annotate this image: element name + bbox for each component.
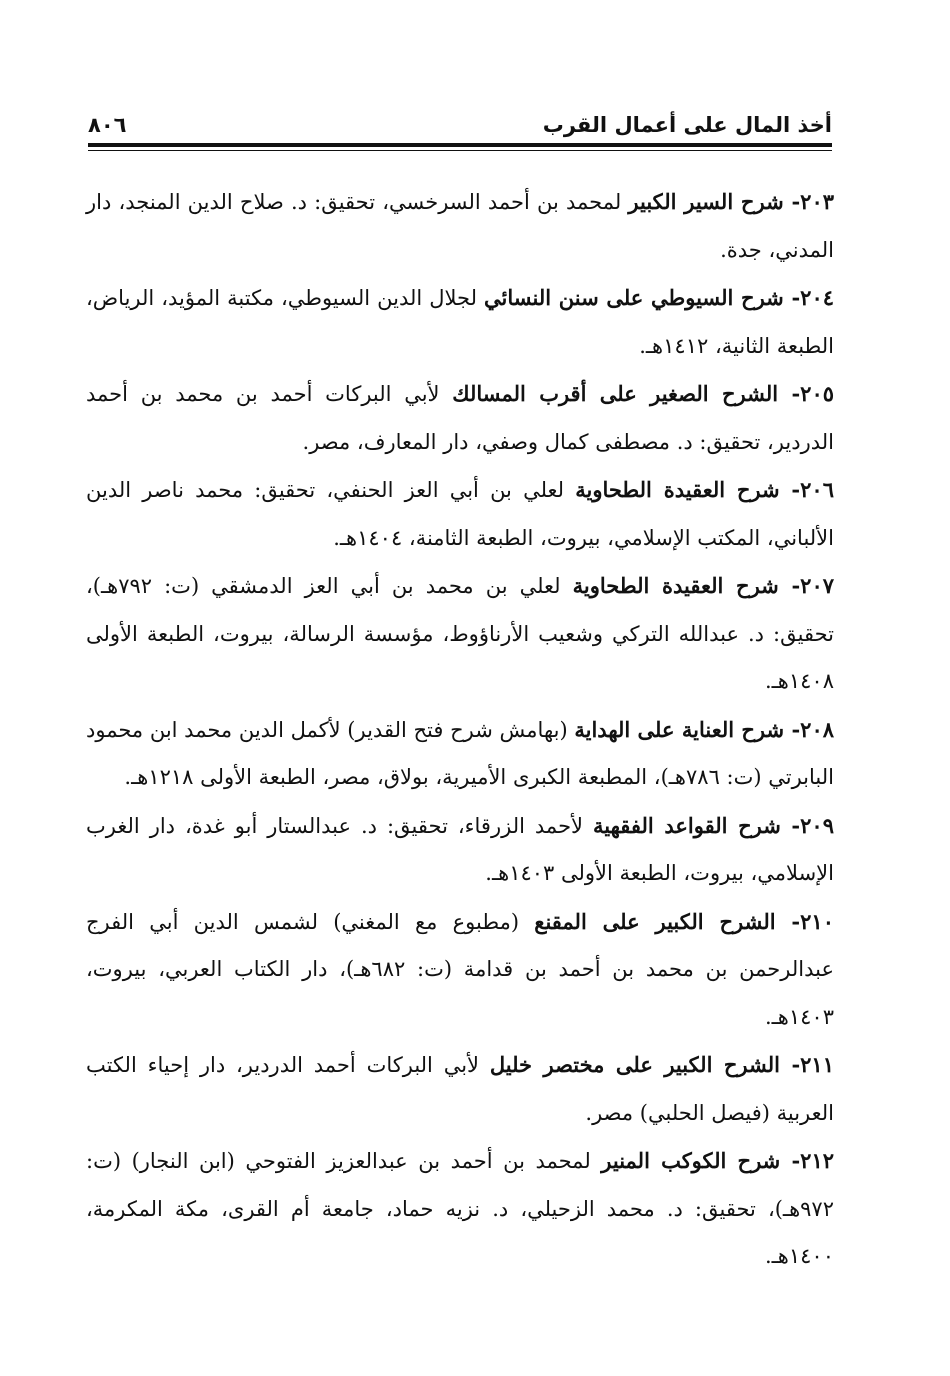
entry-title: الشرح الكبير على المقنع (534, 908, 776, 934)
entry-title: شرح السير الكبير (628, 189, 784, 214)
bibliography-entry (86, 370, 834, 466)
entry-details: لعلي بن محمد بن أبي العز الدمشقي (ت: ٧٩٢هـ)، تحقيق: د. عبدالله التركي وشعيب الأرناؤوط، مؤسسة الرسالة، بيروت، الطبعة الأولى ١٤٠٨هـ. (86, 574, 834, 693)
entry-number: ٢١١- (779, 1052, 834, 1077)
entry-details: (مطبوع مع المغني) لشمس الدين أبي الفرج عبدالرحمن بن محمد بن أحمد بن قدامة (ت: ٦٨٢هـ)، دار الكتاب العربي، بيروت، ١٤٠٣هـ. (86, 909, 834, 1029)
running-title: أخذ المال على أعمال القرب (542, 113, 832, 137)
bibliography-entry (86, 562, 834, 706)
page-header (88, 104, 832, 140)
entry-number: ٢١٢- (780, 1148, 835, 1173)
bibliography-entry (86, 706, 834, 802)
bibliography-entry (86, 1041, 834, 1137)
entry-title: الشرح الصغير على أقرب المسالك (452, 381, 779, 406)
entry-details: لجلال الدين السيوطي، مكتبة المؤيد، الرياض، الطبعة الثانية، ١٤١٢هـ. (86, 286, 834, 358)
entry-number: ٢٠٦- (779, 477, 834, 502)
entry-details: (بهامش شرح فتح القدير) لأكمل الدين محمد ابن محمود البابرتي (ت: ٧٨٦هـ)، المطبعة الكبرى الأميرية، بولاق، مصر، الطبعة الأولى ١٢١٨هـ. (86, 717, 834, 789)
entry-number: ٢١٠- (775, 908, 834, 934)
entry-number: ٢٠٤- (783, 285, 835, 310)
entry-title: شرح الكوكب المنير (601, 1148, 781, 1173)
entry-title: شرح العقيدة الطحاوية (572, 573, 779, 598)
entry-details: لعلي بن أبي العز الحنفي، تحقيق: محمد ناصر الدين الألباني، المكتب الإسلامي، بيروت، الطبعة الثامنة، ١٤٠٤هـ. (86, 478, 834, 550)
entry-details: لمحمد بن أحمد بن عبدالعزيز الفتوحي (ابن النجار) (ت: ٩٧٢هـ)، تحقيق: د. محمد الزحيلي، د. نزيه حماد، جامعة أم القرى، مكة المكرمة، ١٤٠٠هـ. (86, 1149, 834, 1268)
entry-title: شرح العقيدة الطحاوية (575, 477, 780, 502)
entry-number: ٢٠٧- (778, 573, 835, 598)
bibliography-entry (86, 802, 834, 898)
entry-details: لمحمد بن أحمد السرخسي، تحقيق: د. صلاح الدين المنجد، دار المدني، جدة. (86, 190, 834, 262)
entry-details: لأحمد الزرقاء، تحقيق: د. عبدالستار أبو غدة، دار الغرب الإسلامي، بيروت، الطبعة الأولى ١٤٠٣هـ. (86, 813, 834, 885)
entry-number: ٢٠٣- (783, 189, 835, 214)
entry-title: شرح السيوطي على سنن النسائي (484, 285, 784, 310)
bibliography-entry (86, 178, 834, 274)
bibliography-entry (86, 1137, 834, 1281)
header-rule-thin (88, 150, 832, 151)
bibliography-entry (86, 466, 834, 562)
entry-title: شرح العناية على الهداية (574, 716, 785, 742)
page-number: ٨٠٦ (88, 113, 127, 137)
entry-details: لأبي البركات أحمد الدردير، دار إحياء الكتب العربية (فيصل الحلبي) مصر. (86, 1053, 834, 1125)
bibliography-list (86, 178, 834, 1281)
entry-title: الشرح الكبير على مختصر خليل (489, 1052, 780, 1077)
header-rule-thick (88, 143, 832, 147)
entry-details: لأبي البركات أحمد بن محمد بن أحمد الدردير، تحقيق: د. مصطفى كمال وصفي، دار المعارف، مصر. (86, 382, 834, 454)
entry-number: ٢٠٥- (778, 381, 835, 406)
bibliography-entry (86, 898, 834, 1042)
entry-title: شرح القواعد الفقهية (593, 812, 781, 838)
bibliography-entry (86, 274, 834, 370)
entry-number: ٢٠٨- (784, 716, 835, 742)
entry-number: ٢٠٩- (780, 812, 834, 838)
